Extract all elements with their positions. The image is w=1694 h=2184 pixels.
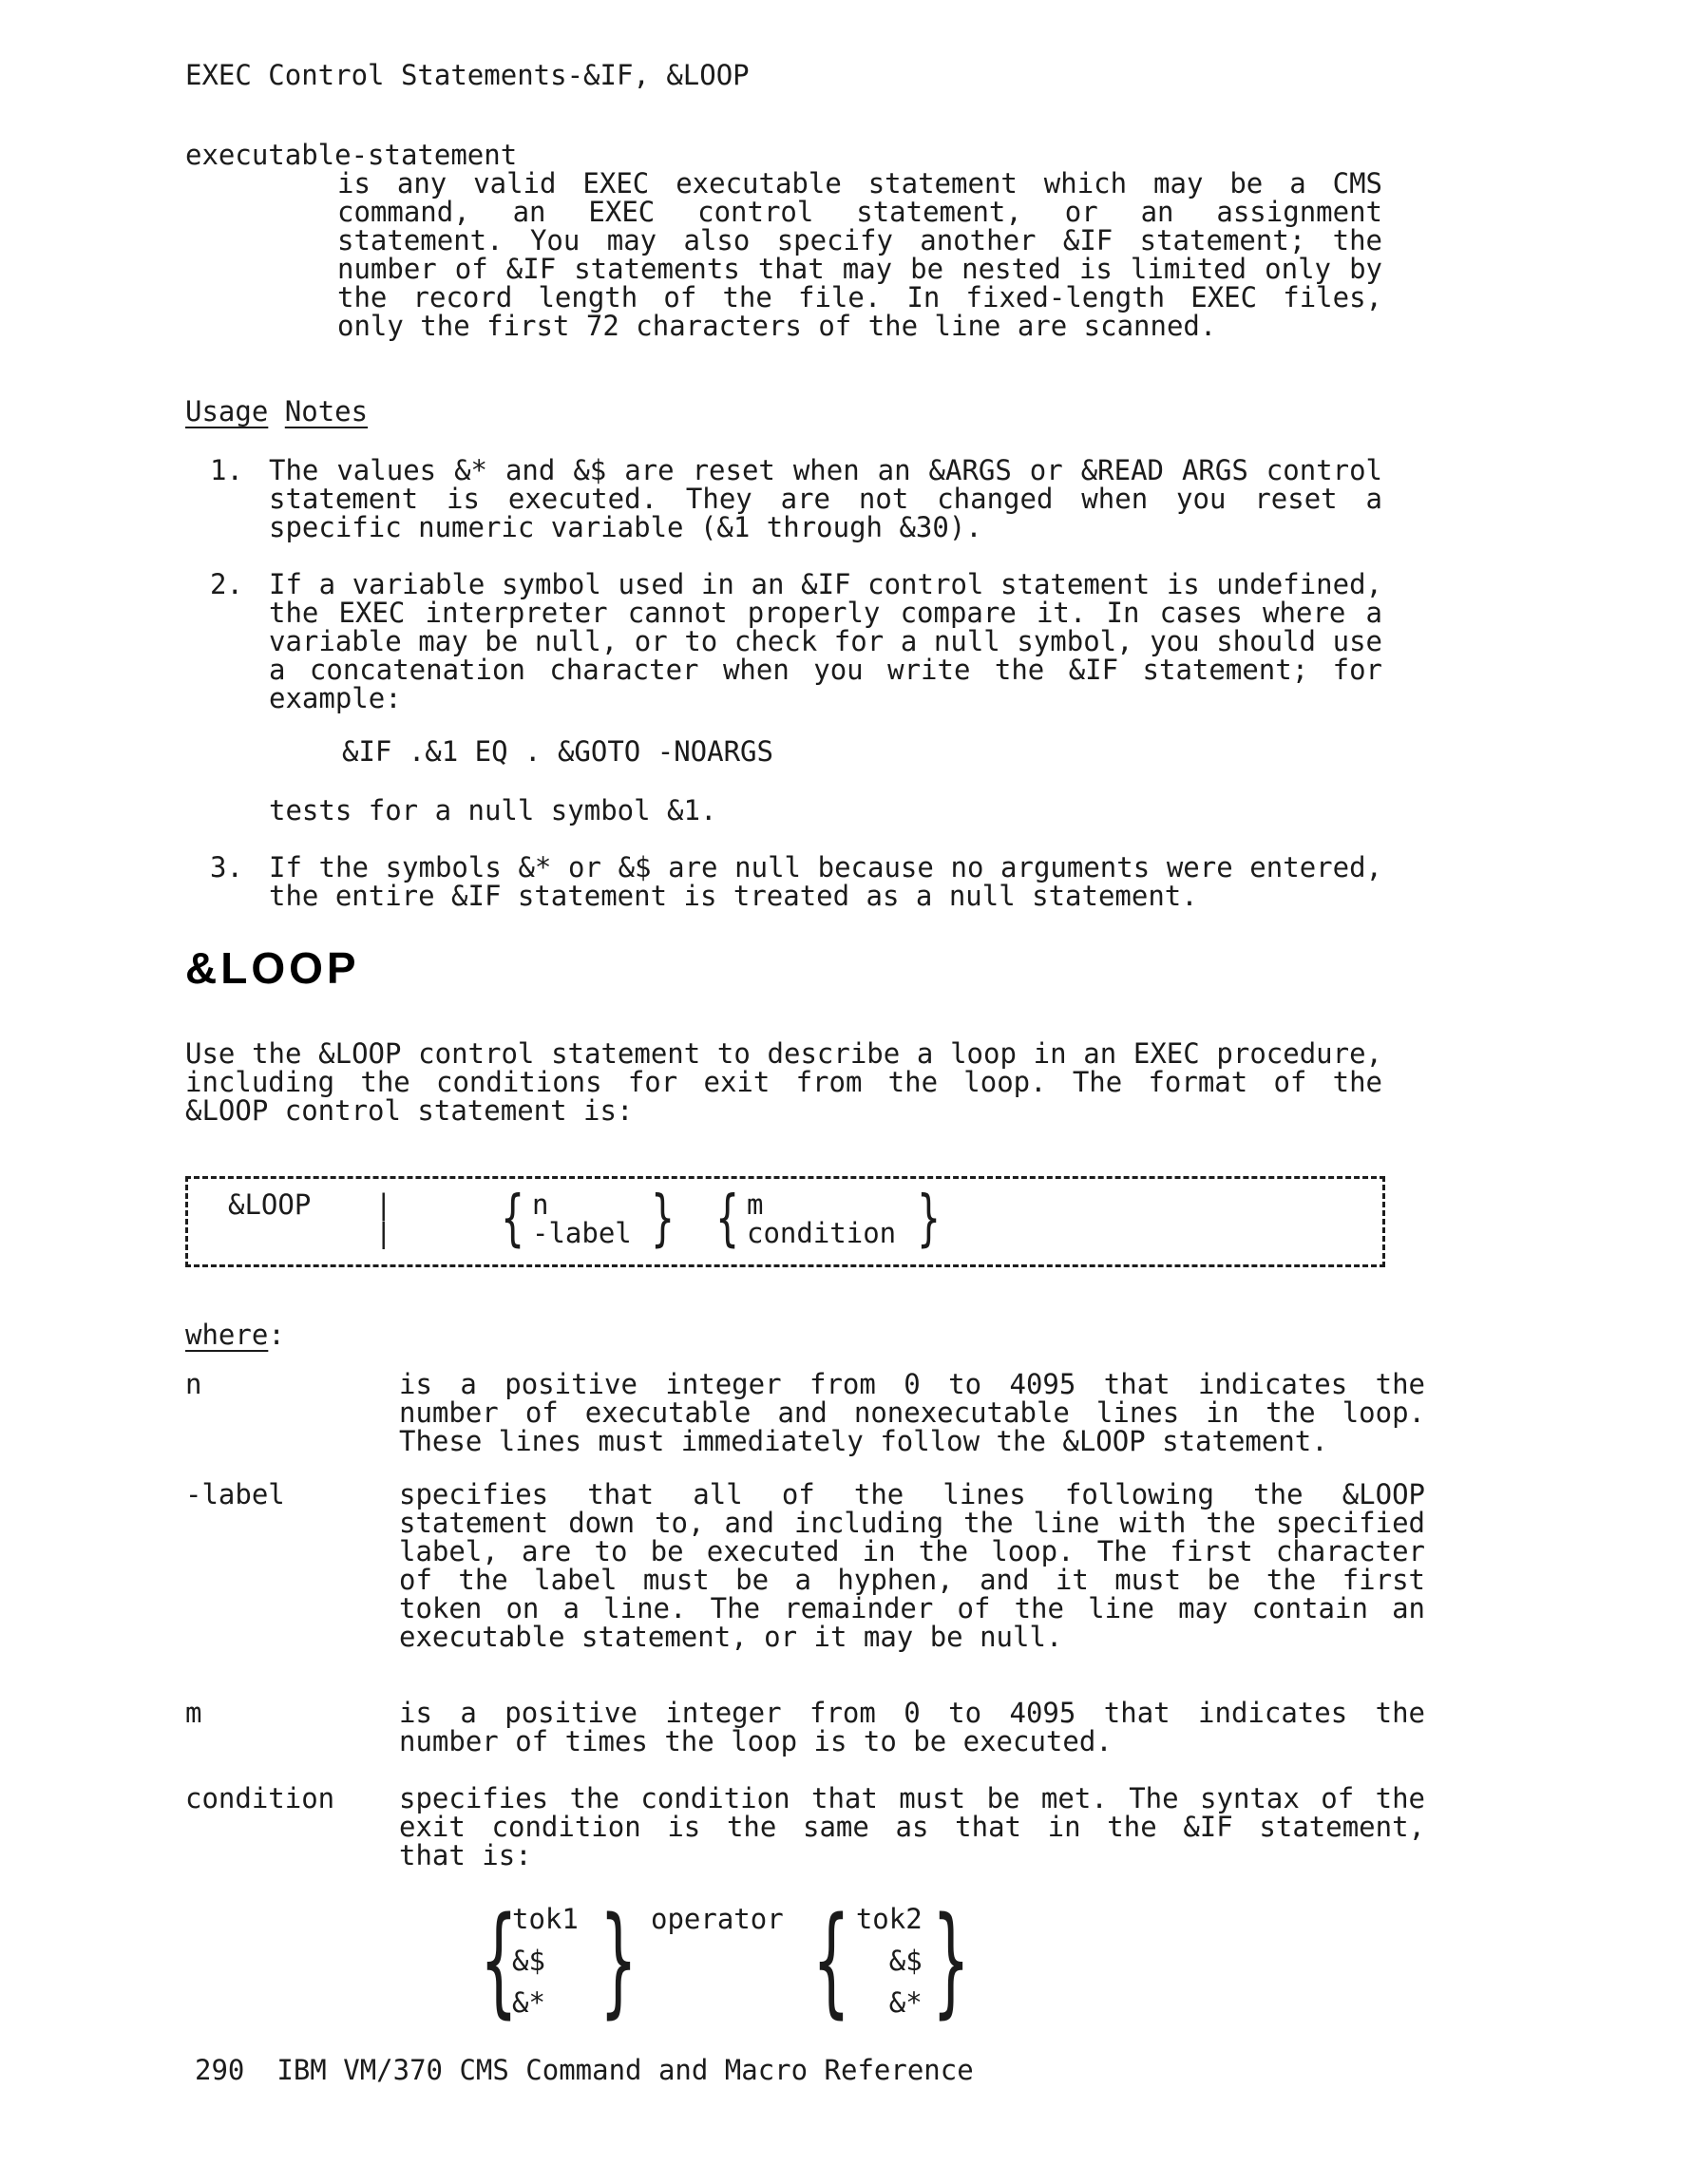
- text-line: &*: [888, 1986, 923, 2019]
- definition-text: [399, 1370, 1425, 1455]
- note-number: 2.: [210, 568, 243, 600]
- page-number: 290: [195, 2054, 245, 2086]
- example-explanation-line: tests for a null symbol &1.: [269, 794, 717, 826]
- note-number: 1.: [210, 454, 243, 486]
- example-code-line: &IF .&1 EQ . &GOTO -NOARGS: [342, 735, 773, 768]
- usage-note-2: [185, 570, 1694, 712]
- condition-syntax-diagram: [470, 1890, 1694, 2030]
- text-line: command, an EXEC control statement, or an assignment: [337, 196, 1382, 228]
- definition-text: [399, 1784, 1425, 1870]
- text-line: is a positive integer from 0 to 4095 that indicates the: [399, 1368, 1425, 1400]
- text-line: The values &* and &$ are reset when an &ARGS or &READ ARGS control: [269, 454, 1382, 486]
- where-heading: [185, 1320, 1694, 1349]
- text-line: is a positive integer from 0 to 4095 that indicates the: [399, 1697, 1425, 1729]
- text-line: statement is executed. They are not changed when you reset a: [269, 483, 1382, 515]
- definition-term: -label: [185, 1478, 285, 1510]
- brace-close-icon: }: [932, 1890, 969, 2030]
- text-line: specific numeric variable (&1 through &30).: [269, 511, 982, 543]
- page-header: EXEC Control Statements-&IF, &LOOP: [185, 59, 750, 91]
- text-line: If a variable symbol used in an &IF control statement is undefined,: [269, 568, 1382, 600]
- text-line: is any valid EXEC executable statement which may be a CMS: [337, 167, 1382, 199]
- executable-statement-section: [185, 141, 1694, 340]
- loop-format-box: [185, 1176, 1385, 1267]
- definition-n: [185, 1370, 1694, 1455]
- text-line: statement. You may also specify another &IF statement; the: [337, 224, 1382, 256]
- note-text: [269, 853, 1382, 910]
- text-line: number of &IF statements that may be nested is limited only by: [337, 253, 1382, 285]
- text-line: If the symbols &* or &$ are null because no arguments were entered,: [269, 851, 1382, 883]
- definition-term: n: [185, 1368, 202, 1400]
- definition-text: [399, 1480, 1425, 1651]
- loop-intro-paragraph: [185, 1039, 1382, 1125]
- text-line: &$: [512, 1945, 545, 1977]
- executable-statement-definition: [337, 169, 1382, 340]
- tok2-options: [845, 1898, 923, 2023]
- text-line: condition: [747, 1217, 897, 1249]
- text-line: tok1: [512, 1903, 579, 1935]
- text-line: m: [747, 1188, 764, 1221]
- brace-open-icon: {: [481, 1890, 517, 2030]
- text-line: specifies that all of the lines following the &LOOP: [399, 1478, 1425, 1510]
- page-footer: [185, 2056, 1694, 2084]
- text-line: the EXEC interpreter cannot properly compare it. In cases where a: [269, 597, 1382, 629]
- text-line: the entire &IF statement is treated as a null statement.: [269, 880, 1198, 912]
- tok2-choice-group: [803, 1890, 969, 2030]
- text-line: token on a line. The remainder of the line may contain an: [399, 1592, 1425, 1624]
- where-heading-word: where: [185, 1319, 269, 1351]
- brace-close-icon: }: [600, 1890, 637, 2030]
- format-separator: [375, 1190, 494, 1247]
- text-line: executable statement, or it may be null.: [399, 1621, 1063, 1653]
- operand2-choice-group: [709, 1184, 948, 1254]
- note-text: [269, 456, 1382, 541]
- operand1-choice-group: [494, 1184, 682, 1254]
- separator-bar: |: [375, 1188, 392, 1221]
- tok1-choice-group: [470, 1890, 637, 2030]
- definition-condition: [185, 1784, 1694, 1870]
- definition-term: m: [185, 1697, 202, 1729]
- text-line: number of times the loop is to be executed.: [399, 1725, 1113, 1757]
- text-line: the record length of the file. In fixed-length EXEC files,: [337, 281, 1382, 313]
- definition-m: [185, 1699, 1694, 1756]
- definition-term: condition: [185, 1782, 335, 1814]
- text-line: -label: [532, 1217, 632, 1249]
- text-line: example:: [269, 682, 402, 714]
- usage-notes-heading-word1: Usage: [185, 395, 269, 427]
- note-text: [269, 570, 1382, 712]
- text-line: statement down to, and including the line with the specified: [399, 1507, 1425, 1539]
- operator-label: operator: [651, 1903, 784, 1935]
- separator-bar: |: [375, 1217, 392, 1249]
- text-line: only the first 72 characters of the line are scanned.: [337, 310, 1217, 342]
- usage-note-3: [185, 853, 1694, 910]
- text-line: including the conditions for exit from the loop. The format of the: [185, 1066, 1382, 1098]
- text-line: label, are to be executed in the loop. The first character: [399, 1535, 1425, 1567]
- brace-open-icon: {: [501, 1184, 524, 1254]
- loop-section-heading: &LOOP: [185, 943, 360, 993]
- note-number: 3.: [210, 851, 243, 883]
- text-line: number of executable and nonexecutable lines in the loop.: [399, 1396, 1425, 1429]
- text-line: tok2: [855, 1903, 923, 1935]
- where-heading-colon: :: [268, 1319, 285, 1351]
- text-line: &*: [512, 1986, 545, 2019]
- tok1-options: [512, 1898, 590, 2023]
- text-line: specifies the condition that must be met. The syntax of the: [399, 1782, 1425, 1814]
- text-line: &LOOP control statement is:: [185, 1094, 634, 1127]
- definition-text: [399, 1699, 1425, 1756]
- operand2-options: [747, 1190, 910, 1247]
- usage-notes-heading: [185, 397, 1694, 426]
- manual-title: IBM VM/370 CMS Command and Macro Reference: [276, 2054, 974, 2086]
- usage-note-1: [185, 456, 1694, 541]
- text-line: variable may be null, or to check for a null symbol, you should use: [269, 625, 1382, 657]
- text-line: of the label must be a hyphen, and it must be the first: [399, 1564, 1425, 1596]
- format-keyword: &LOOP: [228, 1188, 312, 1221]
- text-line: n: [532, 1188, 549, 1221]
- operand1-options: [532, 1190, 644, 1247]
- text-line: that is:: [399, 1839, 532, 1871]
- brace-close-icon: }: [917, 1184, 941, 1254]
- text-line: These lines must immediately follow the &LOOP statement.: [399, 1425, 1328, 1457]
- usage-notes-heading-word2: Notes: [284, 395, 369, 427]
- text-line: &$: [888, 1945, 923, 1977]
- text-line: Use the &LOOP control statement to describe a loop in an EXEC procedure,: [185, 1037, 1382, 1070]
- definition-label: [185, 1480, 1694, 1651]
- brace-close-icon: }: [651, 1184, 675, 1254]
- text-line: exit condition is the same as that in the &IF statement,: [399, 1811, 1425, 1843]
- text-line: a concatenation character when you write the &IF statement; for: [269, 654, 1382, 686]
- executable-statement-term: executable-statement: [185, 139, 518, 171]
- brace-open-icon: {: [812, 1890, 849, 2030]
- brace-open-icon: {: [715, 1184, 739, 1254]
